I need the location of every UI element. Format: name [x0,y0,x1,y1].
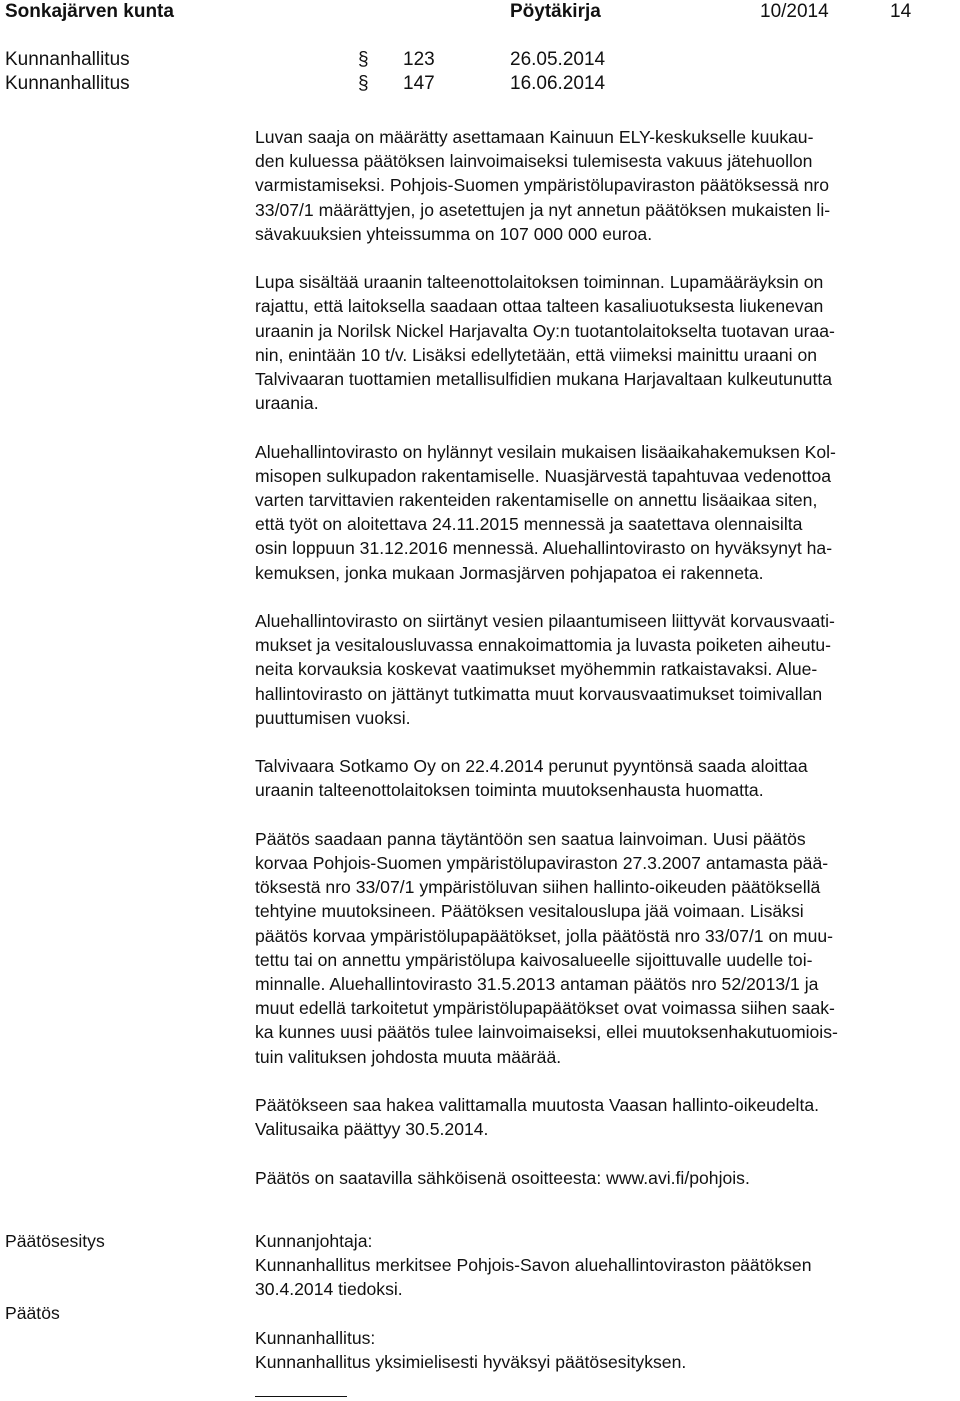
meeting-date: 16.06.2014 [510,73,606,94]
document-body [255,125,955,1190]
body-line: uraanin ja Norilsk Nickel Harjavalta Oy:n tuotantolaitokselta tuotavan uraa- [255,320,835,341]
body-paragraph [255,440,955,585]
section-symbol: § [358,73,369,94]
body-line: puuttumisen vuoksi. [255,707,411,728]
body-paragraph [255,609,955,730]
body-paragraph [255,827,955,1069]
body-line: Päätös on saatavilla sähköisenä osoitteesta: www.avi.fi/pohjois. [255,1167,750,1188]
body-line: rajattu, että laitoksella saadaan ottaa talteen kasaliuotuksesta liukenevan [255,296,824,317]
proposal-line: 30.4.2014 tiedoksi. [255,1279,403,1299]
body-line: tuin valituksen johdosta muuta määrää. [255,1046,562,1067]
meeting-body: Kunnanhallitus [5,49,130,70]
section-symbol: § [358,49,369,70]
body-line: Päätökseen saa hakea valittamalla muutosta Vaasan hallinto-oikeudelta. [255,1095,820,1116]
body-line: Aluehallintovirasto on siirtänyt vesien pilaantumiseen liittyvät korvausvaati- [255,611,835,632]
body-line: ka kunnes uusi päätös tulee lainvoimaiseksi, ellei muutoksenhakutuomiois- [255,1022,838,1043]
body-line: muut edellä tarkoitetut ympäristölupapäätökset ovat voimassa siihen saak- [255,998,835,1019]
body-line: nin, enintään 10 t/v. Lisäksi edellytetään, että viimeksi mainittu uraani on [255,344,818,365]
body-line: Lupa sisältää uraanin talteenottolaitoksen toiminnan. Lupamääräyksin on [255,272,824,293]
meeting-date: 26.05.2014 [510,49,606,70]
proposal-speaker: Kunnanjohtaja: [255,1231,373,1251]
body-line: osin loppuun 31.12.2016 mennessä. Aluehallintovirasto on hyväksynyt ha- [255,538,833,559]
body-line: sävakuuksien yhteissumma on 107 000 000 euroa. [255,223,653,244]
body-paragraph [255,125,955,246]
decision-label: Päätös [5,1303,60,1323]
signature-line [255,1396,347,1397]
body-line: misopen sulkupadon rakentamiselle. Nuasjärvestä tapahtuvaa vedenottoa [255,465,832,486]
decision-text [255,1326,955,1374]
body-line: neita korvauksia koskevat vaatimukset myöhemmin ratkaistavaksi. Alue- [255,659,818,680]
proposal-text [255,1229,955,1301]
body-line: Talvivaaran tuottamien metallisulfidien mukana Harjavaltaan kulkeutunutta [255,369,833,390]
body-line: Valitusaika päättyy 30.5.2014. [255,1119,489,1140]
document-number: 10/2014 [760,1,829,22]
body-line: uraania. [255,393,319,414]
body-line: 33/07/1 määrättyjen, jo asetettujen ja nyt annetun päätöksen mukaisten li- [255,199,831,220]
body-line: den kuluessa päätöksen lainvoimaiseksi tulemisesta vakuus jätehuollon [255,151,813,172]
body-line: minnalle. Aluehallintovirasto 31.5.2013 antaman päätös nro 52/2013/1 ja [255,974,819,995]
body-line: mukset ja vesitalousluvassa ennakoimattomia ja luvasta poiketen aiheutu- [255,635,832,656]
municipality-name: Sonkajärven kunta [5,1,174,22]
page-number: 14 [890,1,912,22]
meeting-body: Kunnanhallitus [5,73,130,94]
body-line: tettu tai on annettu ympäristölupa kaivosalueelle sijoittuvalle uudelle toi- [255,949,813,970]
body-line: Päätös saadaan panna täytäntöön sen saatua lainvoiman. Uusi päätös [255,828,806,849]
body-line: korvaa Pohjois-Suomen ympäristölupaviraston 27.3.2007 antamasta pää- [255,853,829,874]
body-paragraph [255,754,955,802]
body-line: varmistamiseksi. Pohjois-Suomen ympäristölupaviraston päätöksessä nro [255,175,829,196]
body-line: uraanin talteenottolaitoksen toiminta muutoksenhausta huomatta. [255,780,764,801]
body-line: hallintovirasto on jättänyt tutkimatta muut korvausvaatimukset toimivallan [255,683,823,704]
body-line: että työt on aloitettava 24.11.2015 mennessä ja saatettava olennaisilta [255,514,803,535]
body-paragraph [255,270,955,415]
body-paragraph [255,1166,955,1190]
meeting-section: 147 [403,73,435,94]
proposal-label: Päätösesitys [5,1231,105,1251]
body-line: Talvivaara Sotkamo Oy on 22.4.2014 perunut pyyntönsä saada aloittaa [255,756,808,777]
proposal-line: Kunnanhallitus merkitsee Pohjois-Savon aluehallintoviraston päätöksen [255,1255,812,1275]
meeting-section: 123 [403,49,435,70]
body-line: töksestä nro 33/07/1 ympäristöluvan siihen hallinto-oikeuden päätöksellä [255,877,821,898]
decision-line: Kunnanhallitus yksimielisesti hyväksyi päätösesityksen. [255,1352,687,1372]
body-line: päätös korvaa ympäristölupapäätökset, jolla päätöstä nro 33/07/1 on muu- [255,925,834,946]
body-line: Aluehallintovirasto on hylännyt vesilain mukaisen lisäaikahakemuksen Kol- [255,441,836,462]
body-line: varten tarvittavien rakenteiden rakentamiselle on annettu lisäaikaa siten, [255,490,818,511]
document-type: Pöytäkirja [510,1,601,22]
decision-speaker: Kunnanhallitus: [255,1328,376,1348]
body-paragraph [255,1093,955,1141]
body-line: tehtyine muutoksineen. Päätöksen vesitalouslupa jää voimaan. Lisäksi [255,901,804,922]
body-line: Luvan saaja on määrätty asettamaan Kainuun ELY-keskukselle kuukau- [255,127,814,147]
body-line: kemuksen, jonka mukaan Jormasjärven pohjapatoa ei rakenneta. [255,562,764,583]
